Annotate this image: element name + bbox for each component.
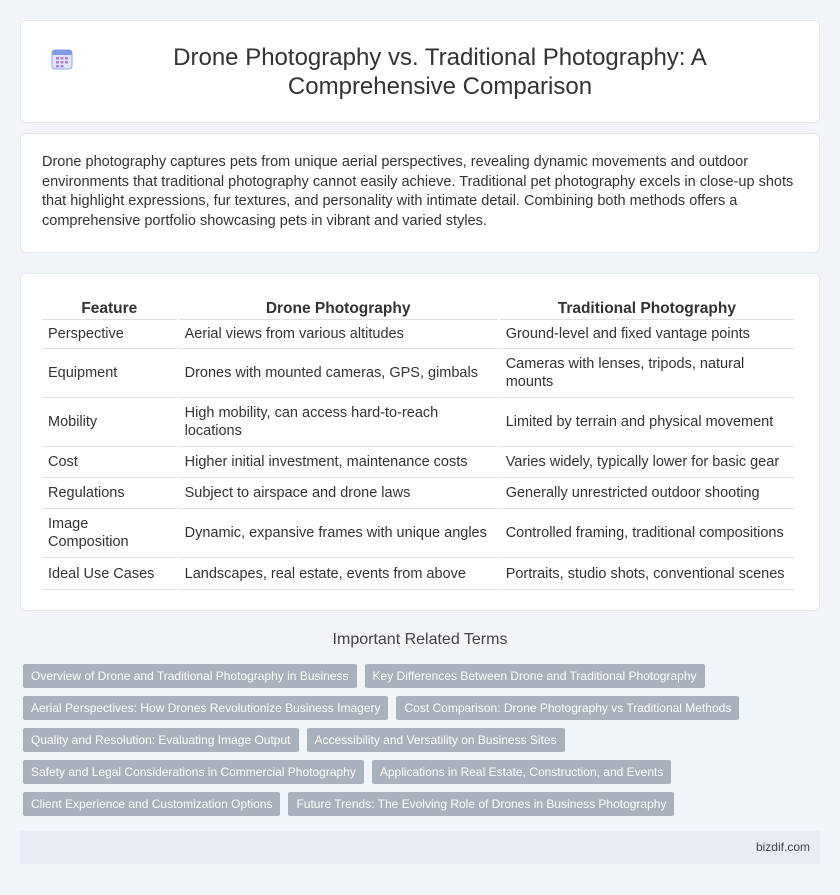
traditional-cell: Varies widely, typically lower for basic gear [500, 447, 794, 478]
table-header-row [42, 296, 794, 320]
column-header-traditional: Traditional Photography [500, 296, 794, 320]
site-name[interactable]: bizdif.com [755, 840, 810, 854]
table-row [42, 509, 794, 558]
column-header-drone: Drone Photography [179, 296, 498, 320]
drone-cell: High mobility, can access hard-to-reach locations [179, 398, 498, 447]
footer [20, 831, 820, 864]
related-term-tag[interactable]: Cost Comparison: Drone Photography vs Traditional Methods [396, 696, 739, 720]
drone-cell: Dynamic, expansive frames with unique angles [179, 509, 498, 558]
drone-cell: Landscapes, real estate, events from above [179, 558, 498, 590]
related-term-tag[interactable]: Safety and Legal Considerations in Commercial Photography [23, 760, 364, 784]
related-term-tag[interactable]: Aerial Perspectives: How Drones Revolutionize Business Imagery [23, 696, 388, 720]
related-term-tag[interactable]: Applications in Real Estate, Construction, and Events [372, 760, 672, 784]
drone-cell: Drones with mounted cameras, GPS, gimbals [179, 349, 498, 398]
related-term-tag[interactable]: Client Experience and Customization Options [23, 792, 280, 816]
table-row [42, 398, 794, 447]
table-row [42, 349, 794, 398]
related-term-tag[interactable]: Future Trends: The Evolving Role of Drones in Business Photography [288, 792, 674, 816]
feature-cell: Cost [42, 447, 177, 478]
related-terms-heading: Important Related Terms [332, 631, 508, 648]
column-header-feature: Feature [42, 296, 177, 320]
traditional-cell: Controlled framing, traditional compositions [500, 509, 794, 558]
drone-cell: Subject to airspace and drone laws [179, 478, 498, 509]
drone-cell: Higher initial investment, maintenance costs [179, 447, 498, 478]
traditional-cell: Limited by terrain and physical movement [500, 398, 794, 447]
traditional-cell: Ground-level and fixed vantage points [500, 320, 794, 349]
traditional-cell: Generally unrestricted outdoor shooting [500, 478, 794, 509]
feature-cell: Perspective [42, 320, 177, 349]
traditional-cell: Cameras with lenses, tripods, natural mounts [500, 349, 794, 398]
comparison-table [40, 296, 796, 590]
comparison-card [20, 273, 820, 611]
related-term-tag[interactable]: Overview of Drone and Traditional Photography in Business [23, 664, 357, 688]
intro-paragraph: Drone photography captures pets from unique aerial perspectives, revealing dynamic movements and outdoor environments that traditional photography cannot easily achieve. Traditional pet photography excels in close-up shots that highlight expressions, fur textures, and personality with intimate detail. Combining both methods offers a comprehensive portfolio showcasing pets in vibrant and varied styles. [42, 154, 794, 229]
related-term-tag[interactable]: Accessibility and Versatility on Business Sites [307, 728, 565, 752]
drone-cell: Aerial views from various altitudes [179, 320, 498, 349]
feature-cell: Equipment [42, 349, 177, 398]
feature-cell: Mobility [42, 398, 177, 447]
header-card [20, 20, 820, 123]
intro-card [20, 133, 820, 253]
table-row [42, 320, 794, 349]
related-term-tag[interactable]: Key Differences Between Drone and Traditional Photography [365, 664, 705, 688]
related-term-tag[interactable]: Quality and Resolution: Evaluating Image Output [23, 728, 299, 752]
page-title: Drone Photography vs. Traditional Photography: A Comprehensive Comparison [173, 43, 707, 100]
table-row [42, 447, 794, 478]
traditional-cell: Portraits, studio shots, conventional scenes [500, 558, 794, 590]
related-terms-list [23, 664, 823, 824]
feature-cell: Image Composition [42, 509, 177, 558]
table-row [42, 558, 794, 590]
feature-cell: Regulations [42, 478, 177, 509]
feature-cell: Ideal Use Cases [42, 558, 177, 590]
table-row [42, 478, 794, 509]
